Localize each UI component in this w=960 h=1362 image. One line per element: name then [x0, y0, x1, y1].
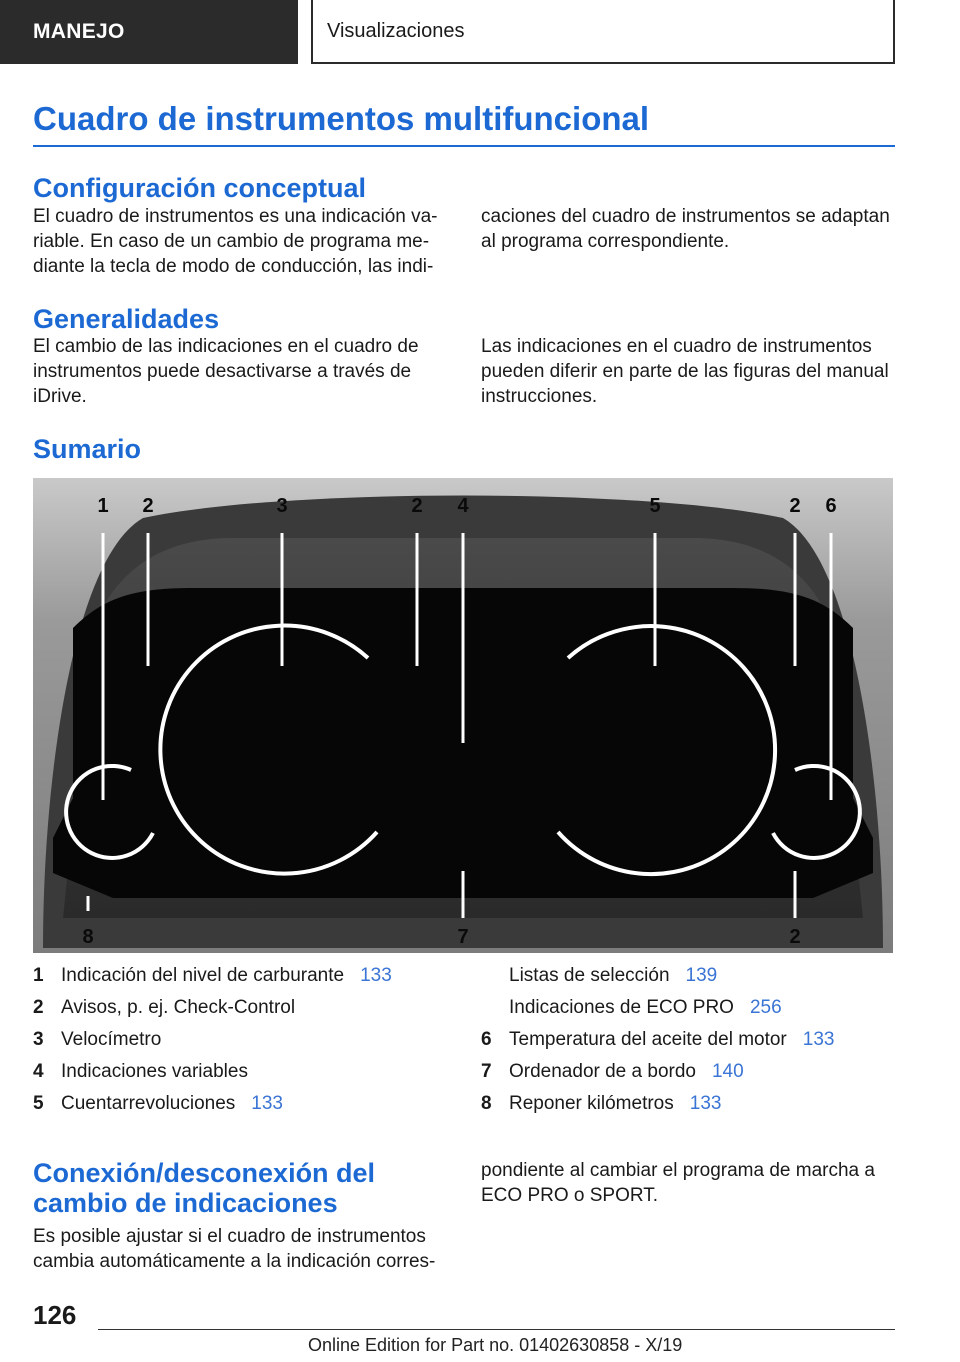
- instrument-cluster-figure: [33, 478, 893, 953]
- legend-text: Indicación del nivel de carburante: [61, 965, 345, 986]
- heading-config: Configuración conceptual: [33, 173, 367, 203]
- legend-item: [33, 1088, 463, 1120]
- heading-general: Generalidades: [33, 304, 220, 334]
- legend-item: [33, 992, 463, 1024]
- config-text-left: El cuadro de instrumentos es una indicación va-riable. En caso de un cambio de programa me-diante la tecla de modo de conducción, las indi-: [33, 206, 438, 277]
- legend-item: [33, 1056, 463, 1088]
- page-ref-link[interactable]: 133: [689, 1093, 722, 1114]
- legend-item: [481, 960, 896, 992]
- page-ref-link[interactable]: 139: [685, 965, 718, 986]
- legend-text: Indicaciones variables: [61, 1061, 248, 1082]
- figure-label: 4: [457, 495, 469, 517]
- legend-item: [481, 1088, 896, 1120]
- general-text-right: Las indicaciones en el cuadro de instrumentos pueden diferir en parte de las figuras del manual instrucciones.: [481, 336, 889, 407]
- config-text-right: caciones del cuadro de instrumentos se adaptan al programa correspondiente.: [481, 206, 890, 252]
- page-number: 126: [33, 1300, 77, 1330]
- header-chapter: Visualizaciones: [311, 0, 895, 64]
- legend-num: 8: [481, 1093, 492, 1114]
- page-title: Cuadro de instrumentos multifuncional: [33, 100, 650, 137]
- legend-num: 4: [33, 1061, 44, 1082]
- heading-summary: Sumario: [33, 434, 142, 464]
- page-ref-link[interactable]: 133: [360, 965, 392, 986]
- heading-connect: Conexión/desconexión del cambio de indicaciones: [33, 1158, 376, 1218]
- general-text-left: El cambio de las indicaciones en el cuadro de instrumentos puede desactivarse a través de iDrive.: [33, 336, 419, 407]
- legend-text: Cuentarrevoluciones: [61, 1093, 236, 1114]
- legend-text: Ordenador de a bordo: [509, 1061, 696, 1082]
- connect-text-right: pondiente al cambiar el programa de marcha a ECO PRO o SPORT.: [481, 1160, 875, 1206]
- figure-label: 8: [82, 926, 94, 948]
- figure-label: 5: [649, 495, 661, 517]
- legend-item: [481, 1056, 896, 1088]
- legend-num: 2: [33, 997, 44, 1018]
- legend-item: [33, 960, 463, 992]
- legend-item: [481, 992, 896, 1024]
- page-ref-link[interactable]: 256: [749, 997, 782, 1018]
- legend-text: Reponer kilómetros: [509, 1093, 674, 1114]
- legend-text: Temperatura del aceite del motor: [509, 1029, 787, 1050]
- legend-text: Avisos, p. ej. Check-Control: [61, 997, 296, 1018]
- figure-label: 3: [276, 495, 288, 517]
- figure-label: 2: [789, 926, 801, 948]
- legend-item: [481, 1024, 896, 1056]
- figure-label: 2: [789, 495, 801, 517]
- legend-text: Velocímetro: [61, 1029, 162, 1050]
- page-ref-link[interactable]: 133: [802, 1029, 835, 1050]
- figure-label: 1: [97, 495, 109, 517]
- connect-text-left: Es posible ajustar si el cuadro de instrumentos cambia automáticamente a la indicación corres-: [33, 1226, 436, 1272]
- legend-item: [33, 1024, 463, 1056]
- legend-left: [33, 960, 463, 1120]
- title-rule: [33, 145, 895, 147]
- legend-num: 7: [481, 1061, 492, 1082]
- figure-label: 2: [411, 495, 423, 517]
- figure-label: 6: [825, 495, 837, 517]
- legend-num: 1: [33, 965, 44, 986]
- footer-rule: [98, 1329, 895, 1330]
- page-ref-link[interactable]: 133: [251, 1093, 283, 1114]
- legend-text: Listas de selección: [509, 965, 670, 986]
- header-section: MANEJO: [0, 0, 298, 64]
- legend-num: 5: [33, 1093, 44, 1114]
- page-ref-link[interactable]: 140: [711, 1061, 744, 1082]
- legend-num: 3: [33, 1029, 44, 1050]
- legend-text: Indicaciones de ECO PRO: [509, 997, 734, 1018]
- footer-edition: Online Edition for Part no. 01402630858 - X/19: [308, 1335, 683, 1355]
- figure-label: 7: [457, 926, 469, 948]
- figure-label: 2: [142, 495, 154, 517]
- legend-right: [481, 960, 896, 1120]
- legend-num: 6: [481, 1029, 492, 1050]
